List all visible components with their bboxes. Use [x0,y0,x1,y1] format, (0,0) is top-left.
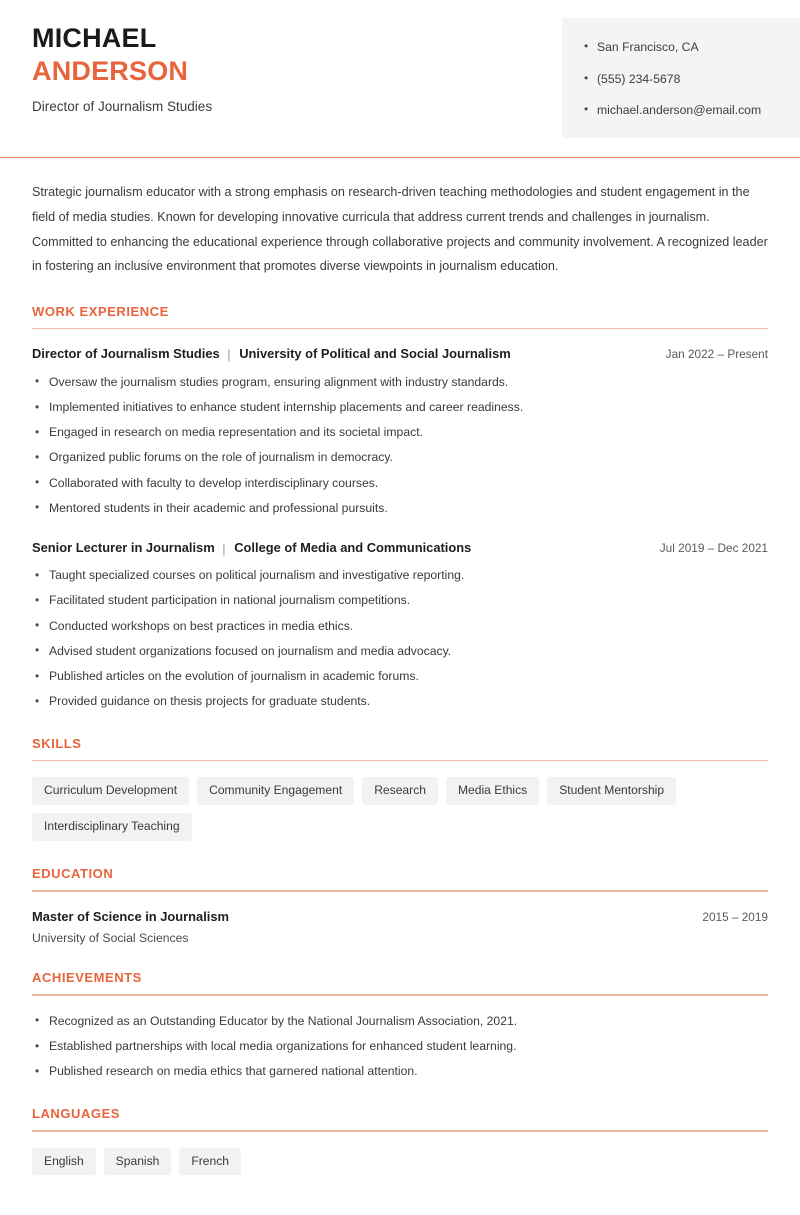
list-item: • Facilitated student participation in national journalism competitions. [32,592,768,610]
education-date-range: 2015 – 2019 [702,909,768,924]
section-achievements [32,970,768,1081]
section-divider [32,890,768,892]
experience-date-range: Jan 2022 – Present [665,347,768,362]
section-education [32,866,768,945]
education-degree: Master of Science in Journalism [32,908,230,924]
list-item: • Implemented initiatives to enhance student internship placements and career readiness. [32,399,768,417]
skill-chip: Media Ethics [446,777,539,805]
list-item: • Taught specialized courses on political journalism and investigative reporting. [32,567,768,585]
section-skills [32,736,768,841]
education-entry-header [32,909,768,926]
section-title-skills: SKILLS [32,735,82,751]
headline-job-title: Director of Journalism Studies [32,98,213,114]
list-item: • Mentored students in their academic and professional pursuits. [32,500,768,518]
list-item: • Engaged in research on media representation and its societal impact. [32,424,768,442]
experience-role: Director of Journalism Studies [32,346,220,362]
section-title-achievements: ACHIEVEMENTS [32,970,142,986]
list-item: • Collaborated with faculty to develop interdisciplinary courses. [32,475,768,493]
experience-date-range: Jul 2019 – Dec 2021 [659,540,768,555]
list-item: • Established partnerships with local media organizations for enhanced student learning. [32,1038,768,1056]
language-chip: Spanish [104,1148,172,1176]
first-name: MICHAEL [32,23,157,53]
list-item: • Organized public forums on the role of journalism in democracy. [32,449,768,467]
skill-chip: Curriculum Development [32,777,189,805]
skill-chip: Research [362,777,438,805]
resume-header [0,0,800,138]
contact-list [584,40,800,118]
education-institution: University of Social Sciences [32,931,189,946]
contact-location: • San Francisco, CA [584,40,800,55]
last-name: ANDERSON [32,55,189,86]
list-item: • Advised student organizations focused on journalism and media advocacy. [32,643,768,661]
header-divider [0,157,800,159]
section-divider [32,994,768,996]
achievements-list [32,1013,768,1081]
section-work-experience [32,304,768,711]
section-divider [32,328,768,330]
contact-box [562,18,800,138]
experience-organization: University of Political and Social Journalism [239,346,511,362]
education-entry [32,909,768,946]
skill-chip: Student Mentorship [547,777,676,805]
list-item: • Published research on media ethics that garnered national attention. [32,1063,768,1081]
experience-entry [32,346,768,517]
section-divider [32,1130,768,1132]
experience-title-line [32,540,471,557]
languages-chip-list [32,1148,768,1176]
title-separator-icon: | [227,347,231,363]
section-title-work-experience: WORK EXPERIENCE [32,303,169,319]
list-item: • Recognized as an Outstanding Educator by the National Journalism Association, 2021. [32,1013,768,1031]
experience-bullet-list [32,567,768,711]
experience-entry-header [32,540,768,557]
experience-title-line [32,346,511,363]
title-separator-icon: | [222,540,226,556]
language-chip: French [179,1148,241,1176]
section-languages [32,1106,768,1175]
experience-role: Senior Lecturer in Journalism [32,539,215,555]
list-item: • Oversaw the journalism studies program, ensuring alignment with industry standards. [32,374,768,392]
resume-content [0,180,800,1175]
skills-chip-list [32,777,768,841]
contact-phone: • (555) 234-5678 [584,72,800,87]
experience-entry-header [32,346,768,363]
language-chip: English [32,1148,96,1176]
section-title-languages: LANGUAGES [32,1106,121,1122]
skill-chip: Community Engagement [197,777,354,805]
experience-organization: College of Media and Communications [234,539,472,555]
skill-chip: Interdisciplinary Teaching [32,813,192,841]
section-divider [32,760,768,762]
section-title-education: EDUCATION [32,866,114,882]
list-item: • Provided guidance on thesis projects for graduate students. [32,693,768,711]
experience-bullet-list [32,374,768,518]
identity-block [0,0,562,114]
list-item: • Conducted workshops on best practices in media ethics. [32,618,768,636]
contact-email: • michael.anderson@email.com [584,103,800,118]
list-item: • Published articles on the evolution of journalism in academic forums. [32,668,768,686]
experience-entry [32,540,768,711]
professional-summary: Strategic journalism educator with a strong emphasis on research-driven teaching methodologies and student engagement in the field of media studies. Known for developing innovative curricula that address current trends and challenges in journalism. Committed to enhancing the educational experience through collaborative projects and community involvement. A recognized leader in fostering an inclusive environment that promotes diverse viewpoints in journalism education. [32,185,768,274]
